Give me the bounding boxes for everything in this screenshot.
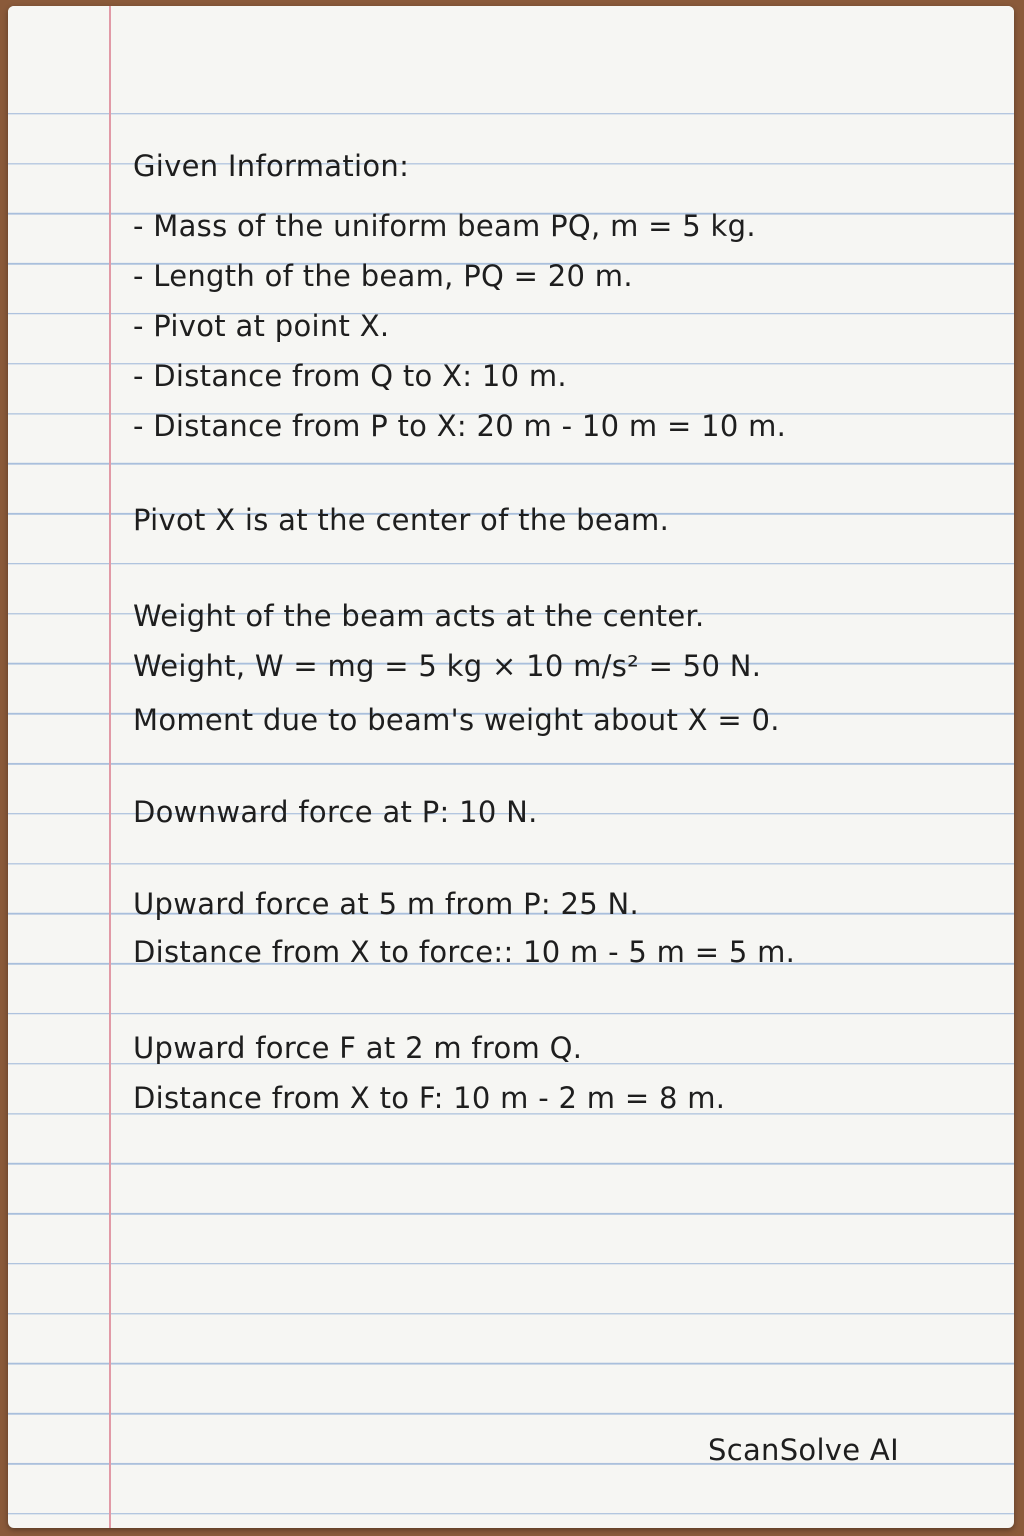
- heading: Given Information:: [133, 149, 410, 183]
- given-line-4: - Distance from Q to X: 10 m.: [133, 359, 567, 393]
- weight-line-2: Weight, W = mg = 5 kg × 10 m/s² = 50 N.: [133, 649, 762, 683]
- weight-line-1: Weight of the beam acts at the center.: [133, 599, 705, 633]
- given-line-5: - Distance from P to X: 20 m - 10 m = 10 m.: [133, 409, 787, 443]
- notebook-page: [8, 6, 1014, 1528]
- downward-force: Downward force at P: 10 N.: [133, 795, 538, 829]
- upward-5m-line-2: Distance from X to force:: 10 m - 5 m = 5 m.: [133, 935, 796, 969]
- margin-line: [109, 6, 111, 1528]
- scansolve-signature: ScanSolve AI: [708, 1433, 899, 1467]
- given-line-1: - Mass of the uniform beam PQ, m = 5 kg.: [133, 209, 756, 243]
- given-line-2: - Length of the beam, PQ = 20 m.: [133, 259, 633, 293]
- given-line-3: - Pivot at point X.: [133, 309, 390, 343]
- upward-F-line-2: Distance from X to F: 10 m - 2 m = 8 m.: [133, 1081, 726, 1115]
- upward-5m-line-1: Upward force at 5 m from P: 25 N.: [133, 887, 640, 921]
- pivot-note: Pivot X is at the center of the beam.: [133, 503, 670, 537]
- upward-F-line-1: Upward force F at 2 m from Q.: [133, 1031, 583, 1065]
- weight-line-3: Moment due to beam's weight about X = 0.: [133, 703, 780, 737]
